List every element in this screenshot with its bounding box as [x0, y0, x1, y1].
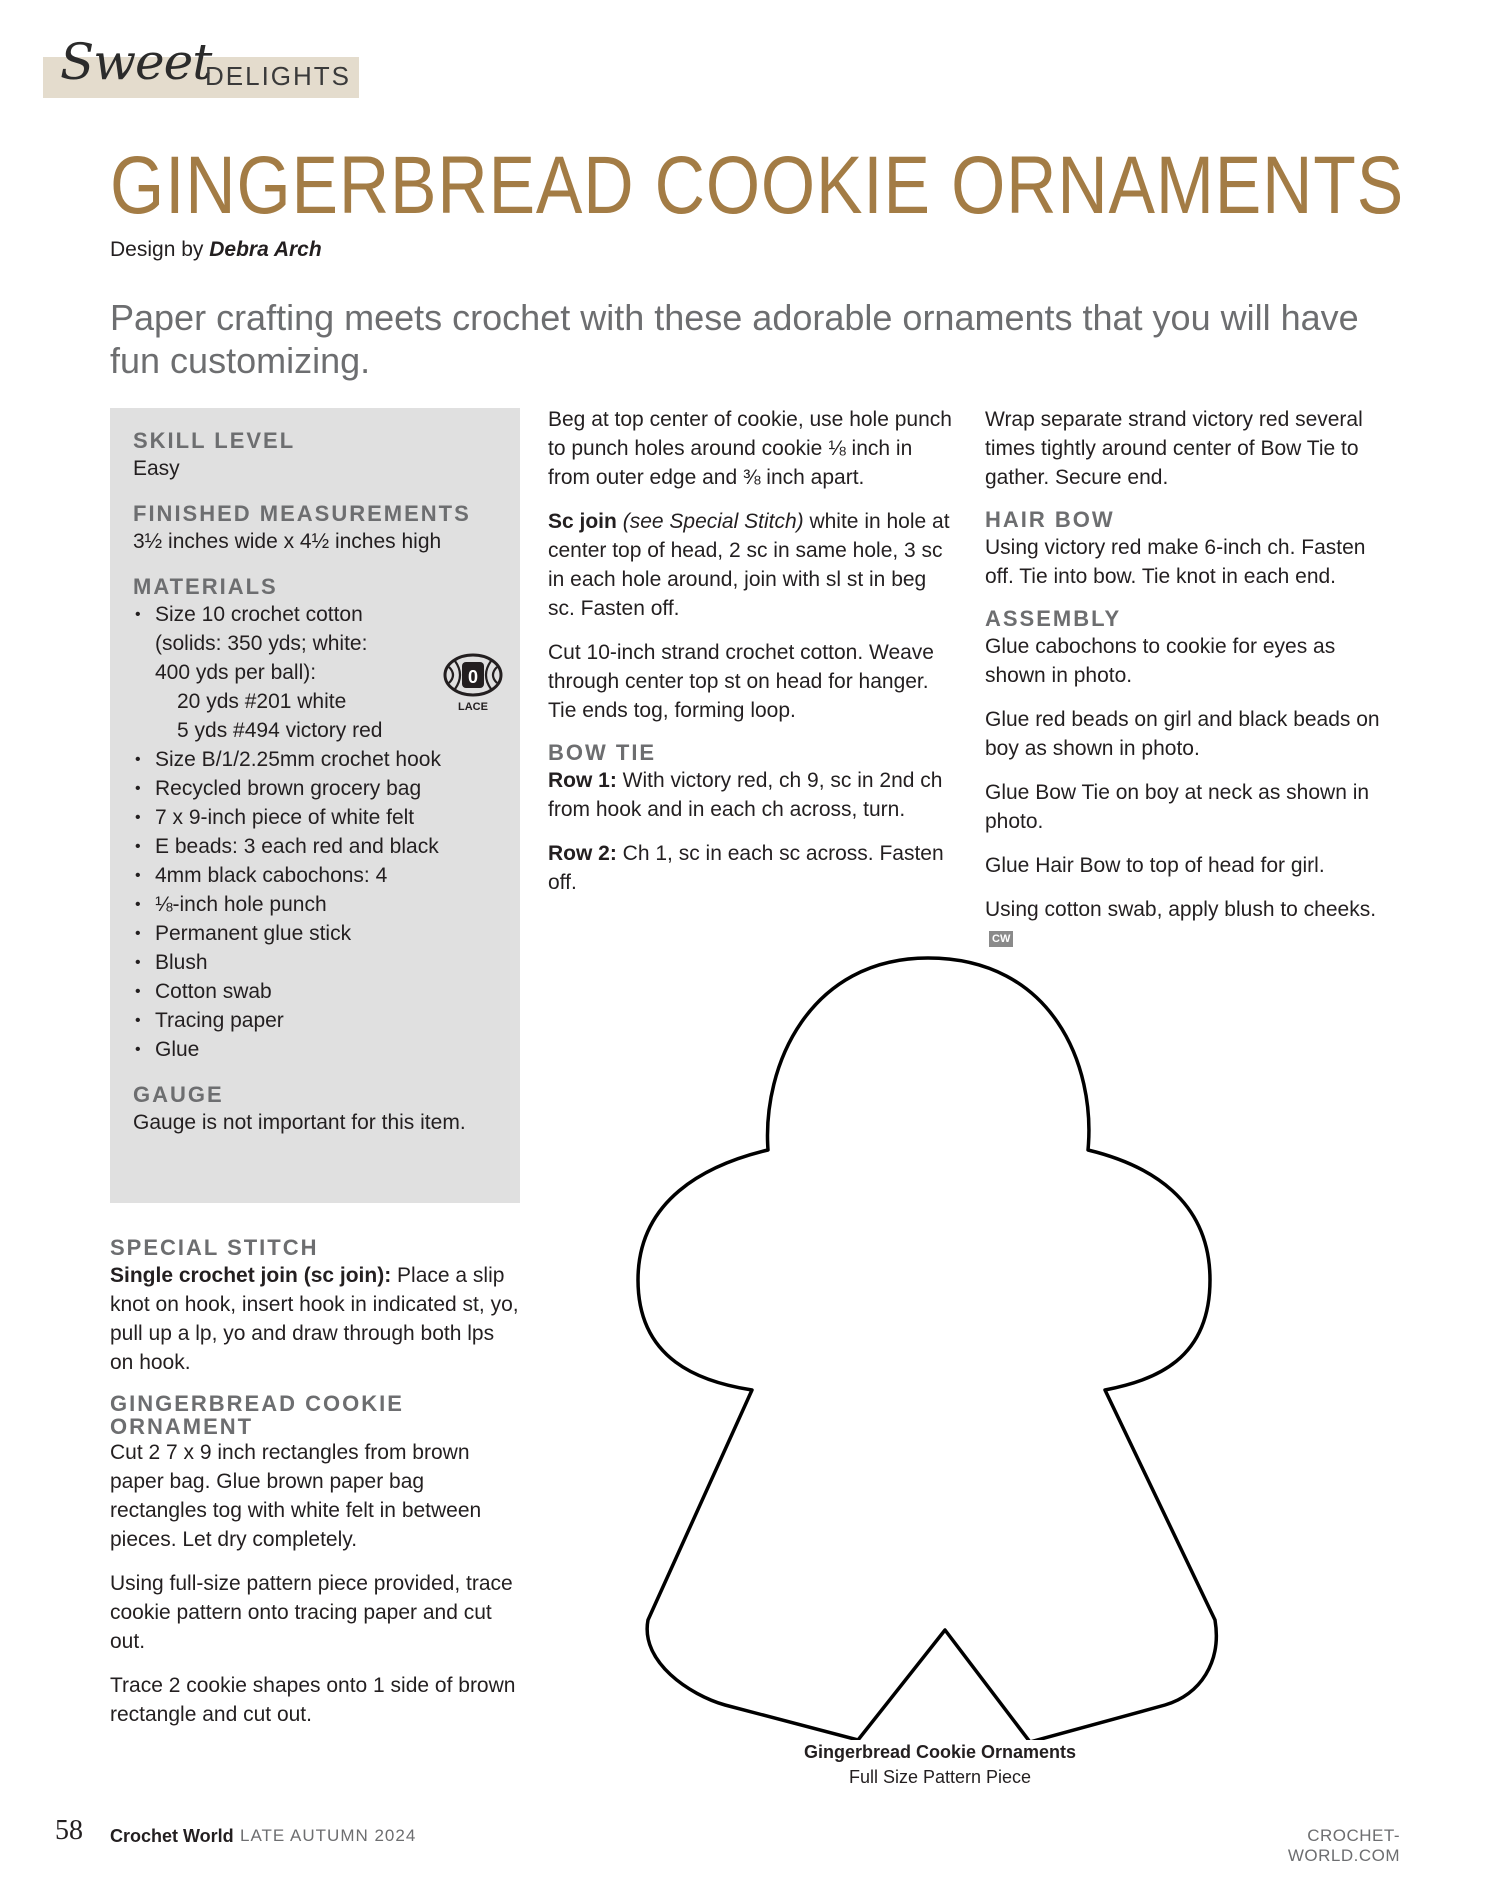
page-number: 58 — [55, 1815, 83, 1846]
paragraph: Cut 10-inch strand crochet cotton. Weave through center top st on head for hanger. Tie ends tog, forming loop. — [548, 641, 934, 722]
column-3 — [985, 405, 1395, 968]
row-2-lead: Row 2: — [548, 842, 617, 865]
end-badge: CW — [989, 931, 1013, 947]
list-item: • Tracing paper — [133, 1006, 513, 1035]
pattern-caption-subtitle: Full Size Pattern Piece — [848, 1767, 1032, 1787]
paragraph: Glue red beads on girl and black beads on boy as shown in photo. — [985, 708, 1380, 760]
paragraph: Using full-size pattern piece provided, trace cookie pattern onto tracing paper and cut out. — [110, 1572, 513, 1653]
gingerbread-pattern-outline — [610, 950, 1250, 1740]
yarn-weight-icon — [443, 653, 503, 715]
byline-prefix: Design by — [110, 238, 204, 261]
measurements-heading: FINISHED MEASUREMENTS — [133, 501, 471, 526]
paragraph: Trace 2 cookie shapes onto 1 side of brown rectangle and cut out. — [110, 1674, 516, 1726]
author-name: Debra Arch — [209, 238, 322, 261]
paragraph: Glue Bow Tie on boy at neck as shown in photo. — [985, 781, 1370, 833]
measurements-value: 3½ inches wide x 4½ inches high — [133, 530, 442, 553]
list-item: • Blush — [133, 948, 513, 977]
yarn-weight-number: 0 — [467, 667, 479, 687]
paragraph: Beg at top center of cookie, use hole punch to punch holes around cookie ⅛ inch in from outer edge and ⅜ inch apart. — [548, 408, 952, 489]
materials-heading: MATERIALS — [133, 574, 278, 599]
sc-join-body: white in hole at center top of head, 2 sc in same hole, 3 sc in each hole around, join with sl st in beg sc. Fasten off. — [548, 510, 950, 620]
list-item: • E beads: 3 each red and black — [133, 832, 513, 861]
row-2-body: Ch 1, sc in each sc across. Fasten off. — [548, 842, 944, 894]
special-stitch-body: Place a slip knot on hook, insert hook in indicated st, yo, pull up a lp, yo and draw through both lps on hook. — [110, 1264, 519, 1374]
section-script-word: Sweet — [60, 33, 212, 91]
gauge-value: Gauge is not important for this item. — [133, 1111, 466, 1134]
paragraph: Cut 2 7 x 9 inch rectangles from brown paper bag. Glue brown paper bag rectangles tog with white felt in between pieces. Let dry completely. — [110, 1441, 482, 1551]
list-item: • Glue — [133, 1035, 513, 1064]
section-word: DELIGHTS — [205, 61, 352, 91]
material-subline: 20 yds #201 white — [177, 690, 347, 713]
intro-text: Paper crafting meets crochet with these adorable ornaments that you will have fun customizing. — [110, 297, 1359, 381]
paragraph: Wrap separate strand victory red several times tightly around center of Bow Tie to gather. Secure end. — [985, 408, 1363, 489]
byline — [110, 238, 322, 262]
paragraph — [548, 507, 958, 623]
column-1 — [110, 1235, 520, 1744]
paragraph: Glue Hair Bow to top of head for girl. — [985, 854, 1325, 877]
hair-bow-heading: HAIR BOW — [985, 507, 1115, 532]
special-stitch-heading: SPECIAL STITCH — [110, 1235, 319, 1260]
list-item: • Permanent glue stick — [133, 919, 513, 948]
material-line: (solids: 350 yds; white: — [155, 632, 368, 655]
list-item: • 7 x 9-inch piece of white felt — [133, 803, 513, 832]
bow-tie-heading: BOW TIE — [548, 740, 657, 765]
skill-level-value: Easy — [133, 457, 180, 480]
gauge-heading: GAUGE — [133, 1082, 224, 1107]
magazine-issue: LATE AUTUMN 2024 — [240, 1826, 417, 1845]
paragraph: Using victory red make 6-inch ch. Fasten off. Tie into bow. Tie knot in each end. — [985, 536, 1366, 588]
paragraph: Glue cabochons to cookie for eyes as shown in photo. — [985, 635, 1336, 687]
special-stitch-lead: Single crochet join (sc join): — [110, 1264, 392, 1287]
material-line: 400 yds per ball): — [155, 661, 317, 684]
row-1-lead: Row 1: — [548, 769, 617, 792]
magazine-name: Crochet World — [110, 1826, 234, 1846]
list-item: • Size B/1/2.25mm crochet hook — [133, 745, 513, 774]
paragraph — [548, 766, 958, 824]
material-subline: 5 yds #494 victory red — [177, 719, 383, 742]
final-step: Using cotton swab, apply blush to cheeks. — [985, 898, 1377, 921]
list-item: • 4mm black cabochons: 4 — [133, 861, 513, 890]
column-2 — [548, 405, 958, 912]
list-item: • ⅛-inch hole punch — [133, 890, 513, 919]
yarn-weight-label: LACE — [458, 701, 488, 713]
special-stitch-reference: (see Special Stitch) — [622, 510, 804, 533]
row-1-body: With victory red, ch 9, sc in 2nd ch from hook and in each ch across, turn. — [548, 769, 943, 821]
special-stitch-text — [110, 1261, 520, 1377]
skill-level-heading: SKILL LEVEL — [133, 428, 296, 453]
paragraph — [548, 839, 958, 897]
info-sidebar — [110, 408, 520, 1203]
sc-join-lead: Sc join — [548, 510, 617, 533]
paragraph — [985, 895, 1395, 953]
article-title: GINGERBREAD COOKIE ORNAMENTS — [110, 140, 1405, 231]
magazine-website: CROCHET-WORLD.COM — [1287, 1826, 1400, 1865]
list-item: • Recycled brown grocery bag — [133, 774, 513, 803]
list-item: • Cotton swab — [133, 977, 513, 1006]
material-line: • Size 10 crochet cotton — [155, 603, 363, 626]
cookie-heading: GINGERBREAD COOKIE ORNAMENT — [110, 1391, 404, 1439]
assembly-heading: ASSEMBLY — [985, 606, 1122, 631]
pattern-caption-title: Gingerbread Cookie Ornaments — [803, 1742, 1077, 1762]
